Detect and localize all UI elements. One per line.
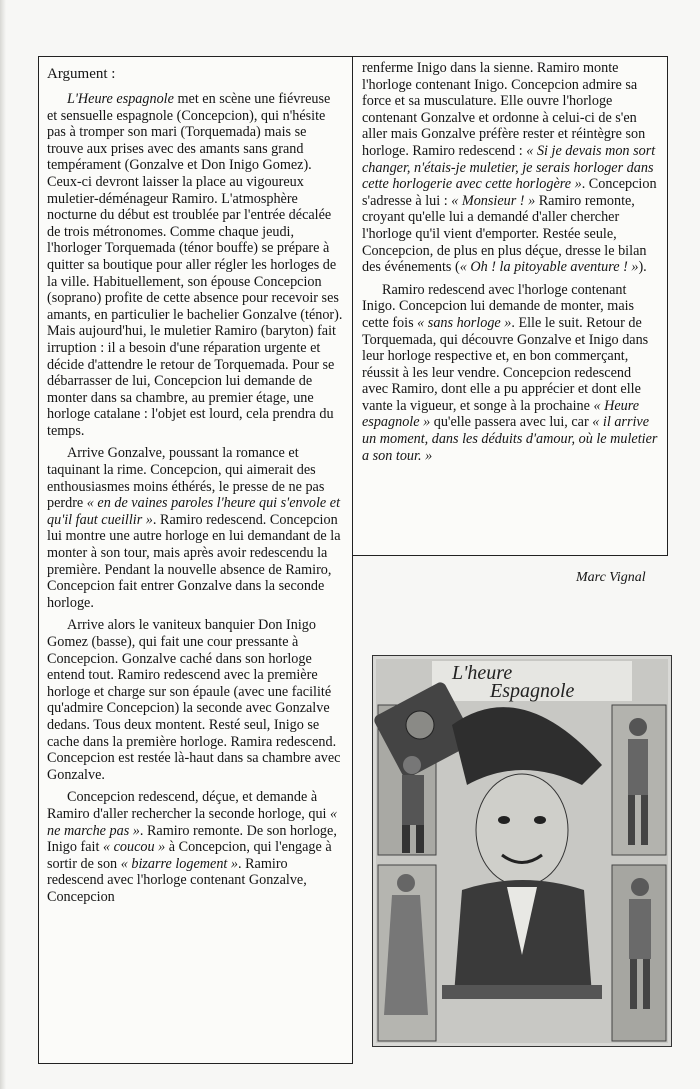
right-p1-t1: renferme Inigo dans la sienne. Ramiro monte l'horloge contenant Inigo. Concepcion admire sa force et sa musculature. Elle ouvre l'horloge contenant Gonzalve et ordonne à celui-ci de s'en aller mais Gonzalve préfère rester et réintègre son horloge. Ramiro redescend : xyxy=(362,60,646,159)
right-p1-q2: « Monsieur ! » xyxy=(451,192,536,209)
figure-br-head xyxy=(631,878,649,896)
figure-br-leg-left xyxy=(630,959,637,1009)
poster-title-line2: Espagnole xyxy=(490,680,575,702)
left-p4-t1: Concepcion redescend, déçue, et demande à Ramiro d'aller rechercher la seconde horloge, qui xyxy=(47,789,331,822)
left-p2-before: Arrive Gonzalve, poussant la romance et taquinant la rime. Concepcion, qui aimerait des enthousiasmes moins éthérés, le presse de ne pas perdre xyxy=(47,445,325,512)
carrier-head xyxy=(403,756,421,774)
right-column-text xyxy=(362,60,659,464)
right-p2-t1: Ramiro redescend avec l'horloge contenant Inigo. Concepcion lui demande de monter, mais cette fois xyxy=(362,281,635,331)
figure-tr-leg-right xyxy=(641,795,648,845)
right-p2-t2: . Elle le suit. Retour de Torquemada, qui découvre Gonzalve et Inigo dans leur horloge respective et, en bon commerçant, réussit à les leur vendre. Concepcion redescend avec Ramiro, dont elle a pu apprécier et dont elle vante la vigueur, et songe à la prochaine xyxy=(362,314,649,414)
poster-image xyxy=(372,655,672,1047)
figure-bl-head xyxy=(397,874,415,892)
right-p1-q1: « Si je devais mon sort changer, n'étais-je muletier, je serais horloger dans cette horlogerie avec cette horlogère » xyxy=(362,142,656,193)
carrier-body xyxy=(402,775,424,825)
figure-tr-body xyxy=(628,739,648,795)
left-column-text xyxy=(47,91,344,906)
central-figure-eye-left xyxy=(498,816,510,824)
figure-tr-leg-left xyxy=(628,795,635,845)
argument-heading: Argument : xyxy=(47,66,116,82)
right-p1-q3: « Oh ! la pitoyable aventure ! » xyxy=(459,259,639,276)
right-text-box xyxy=(352,56,668,556)
poster-illustration xyxy=(372,655,672,1047)
left-p4-t2: . Ramiro remonte. De son horloge, Inigo fait xyxy=(47,822,337,856)
right-p1-t2: . Concepcion s'adresse à lui : xyxy=(362,176,657,209)
figure-tr-head xyxy=(629,718,647,736)
right-p2-q2: « Heure espagnole » xyxy=(362,397,640,431)
left-p4-t4: . Ramiro redescend avec l'horloge contenant Gonzalve, Concepcion xyxy=(47,855,307,905)
figure-br-leg-right xyxy=(643,959,650,1009)
left-paragraph-3: Arrive alors le vaniteux banquier Don Inigo Gomez (basse), qui fait une cour pressante à Concepcion. Gonzalve caché dans son horloge entend tout. Ramiro redescend avec la première horloge et charge sur son épaule (avec une facilité qu'admire Concepcion) la seconde avec Gonzalve dedans. Tous deux montent. Resté seul, Inigo se cache dans la première horloge. Ramira redescend. Concepcion est restée là-haut dans sa chambre avec Gonzalve. xyxy=(47,617,341,783)
right-paragraph-2 xyxy=(362,282,659,465)
left-p4-t3: à Concepcion, qui l'engage à sortir de son xyxy=(47,839,332,872)
left-text-box xyxy=(38,56,353,1064)
right-p2-q1: « sans horloge » xyxy=(417,314,512,331)
right-p2-t3: qu'elle passera avec lui, car xyxy=(430,414,593,431)
central-figure-base xyxy=(442,985,602,999)
central-figure-face xyxy=(476,774,568,886)
figure-br-body xyxy=(629,899,651,959)
right-p1-t4: ). xyxy=(638,259,647,276)
left-p2-after: . Ramiro redescend. Concepcion lui montre une autre horloge en lui demandant de la monter à son tour, mais après avoir redescendu la première. Pendant la nouvelle absence de Ramiro, Concepcion fait entrer Gonzalve dans la seconde horloge. xyxy=(47,511,341,611)
left-paragraph-2 xyxy=(47,445,344,611)
left-p1-text: met en scène une fiévreuse et sensuelle espagnole (Concepcion), qui n'hésite pas à tromper son mari (Torquemada) mais se trouve aux prises avec des amants sans grand tempérament (Gonzalve et Don Inigo Gomez). Ceux-ci devront laisser la place au vigoureux muletier-déménageur Ramiro. L'atmosphère nocturne du début est troublée par l'entrée décalée de trois métronomes. Comme chaque jeudi, l'horloger Torquemada (ténor bouffe) se prépare à quitter sa boutique pour aller régler les horloges de la ville. Habituellement, son épouse Concepcion (soprano) profite de cette absence pour recevoir ses amants, en particulier le bachelier Gonzalve (ténor). Mais aujourd'hui, le muletier Ramiro (baryton) fait irruption : il a besoin d'une réparation urgente et décide d'attendre le retour de Torquemada. Pour se débarrasser de lui, Concepcion lui demande de monter dans sa chambre, au premier étage, une horloge catalane : l'objet est lourd, cela prendra du temps. xyxy=(47,91,343,439)
scan-edge xyxy=(0,0,6,1089)
author-signature: Marc Vignal xyxy=(576,570,646,585)
clock-face xyxy=(406,711,434,739)
left-p2-quote: « en de vaines paroles l'heure qui s'envole et qu'il faut cueillir » xyxy=(47,495,341,528)
work-title: L'Heure espagnole xyxy=(67,91,174,107)
carrier-leg-left xyxy=(402,825,410,853)
carrier-leg-right xyxy=(416,825,424,853)
central-figure-eye-right xyxy=(534,816,546,824)
left-p4-q3: « bizarre logement » xyxy=(120,855,238,872)
left-paragraph-4 xyxy=(47,789,344,905)
left-p4-q2: « coucou » xyxy=(102,839,166,856)
right-p1-t3: Ramiro remonte, croyant qu'elle lui a demandé d'aller chercher l'horloge qu'il vient d'emporter. Restée seule, Concepcion, de plus en plus déçue, dresse le bilan des événements ( xyxy=(362,192,647,276)
right-paragraph-1 xyxy=(362,60,659,276)
poster-title-line1: L'heure xyxy=(452,662,513,684)
left-p4-q1: « ne marche pas » xyxy=(47,805,338,839)
right-p2-q3: « il arrive un moment, dans les déduits d'amour, où le muletier a son tour. » xyxy=(362,414,658,464)
left-paragraph-1 xyxy=(47,91,344,439)
